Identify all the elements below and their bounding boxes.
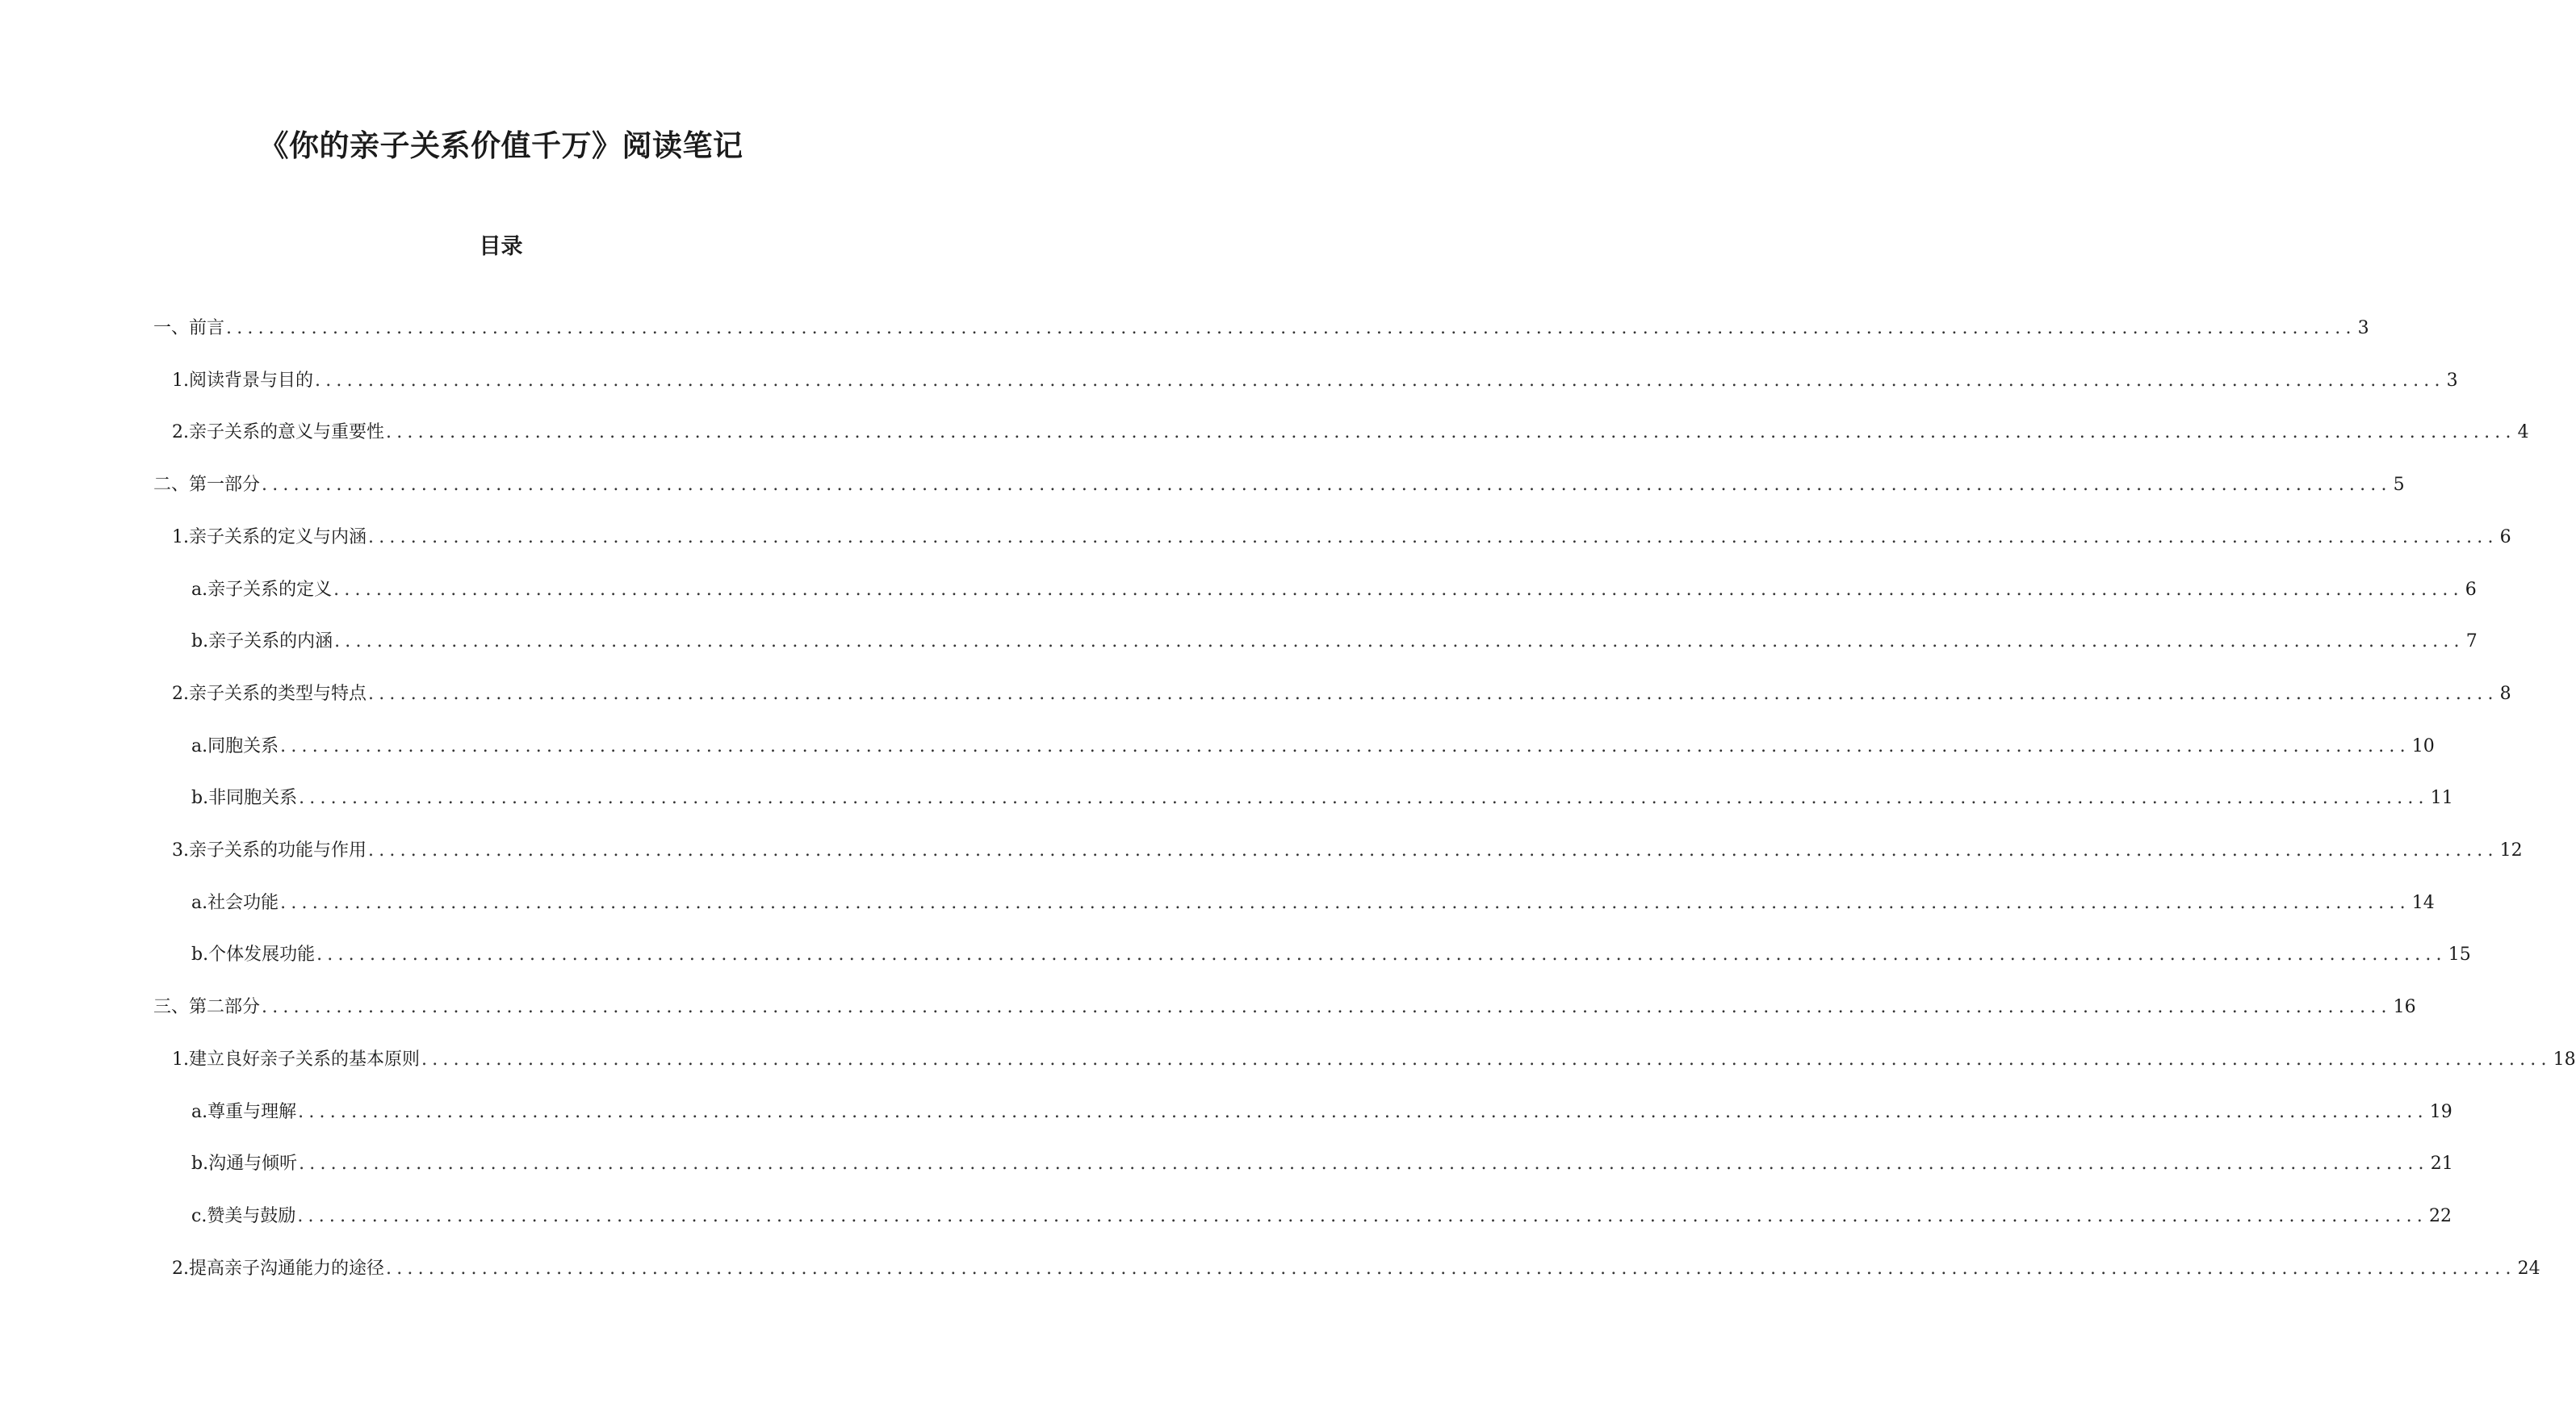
toc-entry-page-number: 21	[2430, 1154, 2453, 1175]
toc-dot-leader: ........................................................................................................................................................................................................	[299, 1154, 2429, 1175]
toc-entry[interactable]	[191, 625, 2478, 654]
toc-entry-number: b.	[191, 945, 209, 966]
toc-entry-label: 亲子关系的类型与特点	[189, 683, 367, 704]
toc-entry-number: 一、	[153, 318, 190, 338]
toc-dot-leader: ........................................................................................................................................................................................................	[280, 735, 2411, 756]
toc-entry-page-number: 6	[2465, 579, 2477, 600]
toc-entry[interactable]	[153, 991, 2416, 1020]
toc-entry-label: 建立良好亲子关系的基本原则	[189, 1049, 421, 1070]
toc-entry[interactable]	[191, 938, 2471, 967]
toc-dot-leader: ........................................................................................................................................................................................................	[298, 1101, 2428, 1122]
toc-entry-label: 同胞关系	[207, 735, 279, 756]
toc-entry-page-number: 19	[2429, 1101, 2452, 1122]
toc-entry-number: 1.	[172, 1049, 189, 1070]
toc-entry[interactable]	[172, 1252, 2540, 1281]
toc-entry[interactable]	[191, 573, 2477, 602]
toc-dot-leader: ........................................................................................................................................................................................................	[368, 840, 2499, 861]
toc-entry[interactable]	[172, 1043, 2576, 1072]
toc-entry[interactable]	[191, 1096, 2452, 1125]
toc-dot-leader: ........................................................................................................................................................................................................	[262, 997, 2392, 1018]
toc-entry[interactable]	[153, 312, 2369, 341]
toc-dot-leader: ........................................................................................................................................................................................................	[299, 788, 2429, 809]
toc-entry-label: 个体发展功能	[208, 945, 316, 966]
toc-entry-label: 尊重与理解	[207, 1101, 297, 1122]
toc-entry-label: 赞美与鼓励	[207, 1205, 296, 1226]
toc-entry[interactable]	[153, 468, 2405, 497]
toc-dot-leader: ........................................................................................................................................................................................................	[226, 318, 2356, 338]
document-title: 《你的亲子关系价值千万》阅读笔记	[258, 128, 743, 163]
toc-entry-page-number: 24	[2517, 1258, 2540, 1279]
toc-entry-page-number: 10	[2411, 735, 2435, 756]
toc-entry-label: 亲子关系的意义与重要性	[189, 422, 385, 443]
toc-dot-leader: ........................................................................................................................................................................................................	[368, 683, 2499, 704]
toc-entry-label: 第二部分	[189, 997, 261, 1018]
toc-dot-leader: ........................................................................................................................................................................................................	[297, 1205, 2427, 1226]
toc-entry-label: 提高亲子沟通能力的途径	[189, 1258, 385, 1279]
toc-entry-label: 前言	[189, 318, 225, 338]
toc-entry-page-number: 7	[2465, 631, 2478, 652]
toc-dot-leader: ........................................................................................................................................................................................................	[368, 526, 2499, 547]
toc-entry-page-number: 12	[2499, 840, 2523, 861]
toc-entry-page-number: 5	[2393, 475, 2405, 496]
toc-entry[interactable]	[172, 416, 2529, 445]
toc-entry-label: 非同胞关系	[208, 788, 298, 809]
toc-entry[interactable]	[191, 1200, 2452, 1229]
toc-dot-leader: ........................................................................................................................................................................................................	[262, 475, 2392, 496]
toc-dot-leader: ........................................................................................................................................................................................................	[386, 422, 2516, 443]
toc-entry-number: a.	[191, 1101, 208, 1122]
toc-dot-leader: ........................................................................................................................................................................................................	[316, 945, 2447, 966]
toc-entry-page-number: 18	[2553, 1049, 2576, 1070]
toc-entry-number: a.	[191, 579, 208, 600]
toc-entry-number: 1.	[172, 370, 189, 391]
toc-entry-label: 亲子关系的功能与作用	[189, 840, 367, 861]
toc-entry-label: 沟通与倾听	[208, 1154, 298, 1175]
toc-entry-label: 社会功能	[207, 892, 279, 913]
toc-entry-page-number: 14	[2411, 892, 2435, 913]
toc-entry-number: b.	[191, 788, 209, 809]
toc-entry-number: 2.	[172, 422, 189, 443]
toc-dot-leader: ........................................................................................................................................................................................................	[315, 370, 2445, 391]
toc-entry-number: 2.	[172, 683, 189, 704]
toc-entry-number: 2.	[172, 1258, 189, 1279]
toc-entry-page-number: 8	[2499, 683, 2511, 704]
toc-entry-number: c.	[191, 1205, 207, 1226]
toc-entry-label: 第一部分	[189, 475, 261, 496]
toc-entry-number: b.	[191, 1154, 209, 1175]
toc-entry-page-number: 11	[2430, 788, 2453, 809]
toc-entry[interactable]	[172, 834, 2523, 863]
toc-entry[interactable]	[191, 1147, 2453, 1176]
toc-entry-label: 阅读背景与目的	[189, 370, 314, 391]
toc-entry-page-number: 16	[2393, 997, 2416, 1018]
toc-entry[interactable]	[172, 364, 2458, 393]
toc-entry-number: b.	[191, 631, 209, 652]
toc-entry-page-number: 4	[2517, 422, 2529, 443]
toc-entry-number: 1.	[172, 526, 189, 547]
toc-entry-label: 亲子关系的内涵	[208, 631, 333, 652]
toc-entry-page-number: 15	[2448, 945, 2471, 966]
toc-dot-leader: ........................................................................................................................................................................................................	[421, 1049, 2552, 1070]
toc-dot-leader: ........................................................................................................................................................................................................	[280, 892, 2411, 913]
toc-entry-label: 亲子关系的定义与内涵	[189, 526, 367, 547]
toc-dot-leader: ........................................................................................................................................................................................................	[333, 579, 2464, 600]
toc-entry[interactable]	[172, 677, 2511, 706]
toc-dot-leader: ........................................................................................................................................................................................................	[386, 1258, 2516, 1279]
toc-entry-page-number: 3	[2446, 370, 2458, 391]
toc-entry-page-number: 3	[2357, 318, 2369, 338]
toc-entry-number: 三、	[153, 997, 190, 1018]
toc-entry[interactable]	[191, 886, 2435, 915]
toc-entry-label: 亲子关系的定义	[207, 579, 333, 600]
toc-entry-number: 3.	[172, 840, 189, 861]
toc-entry[interactable]	[191, 781, 2453, 811]
toc-entry[interactable]	[172, 521, 2511, 550]
toc-entry[interactable]	[191, 730, 2435, 759]
toc-entry-page-number: 22	[2428, 1205, 2452, 1226]
toc-heading: 目录	[479, 234, 523, 259]
toc-entry-number: a.	[191, 892, 208, 913]
toc-entry-number: a.	[191, 735, 208, 756]
toc-entry-page-number: 6	[2499, 526, 2511, 547]
toc-entry-number: 二、	[153, 475, 190, 496]
toc-dot-leader: ........................................................................................................................................................................................................	[334, 631, 2465, 652]
